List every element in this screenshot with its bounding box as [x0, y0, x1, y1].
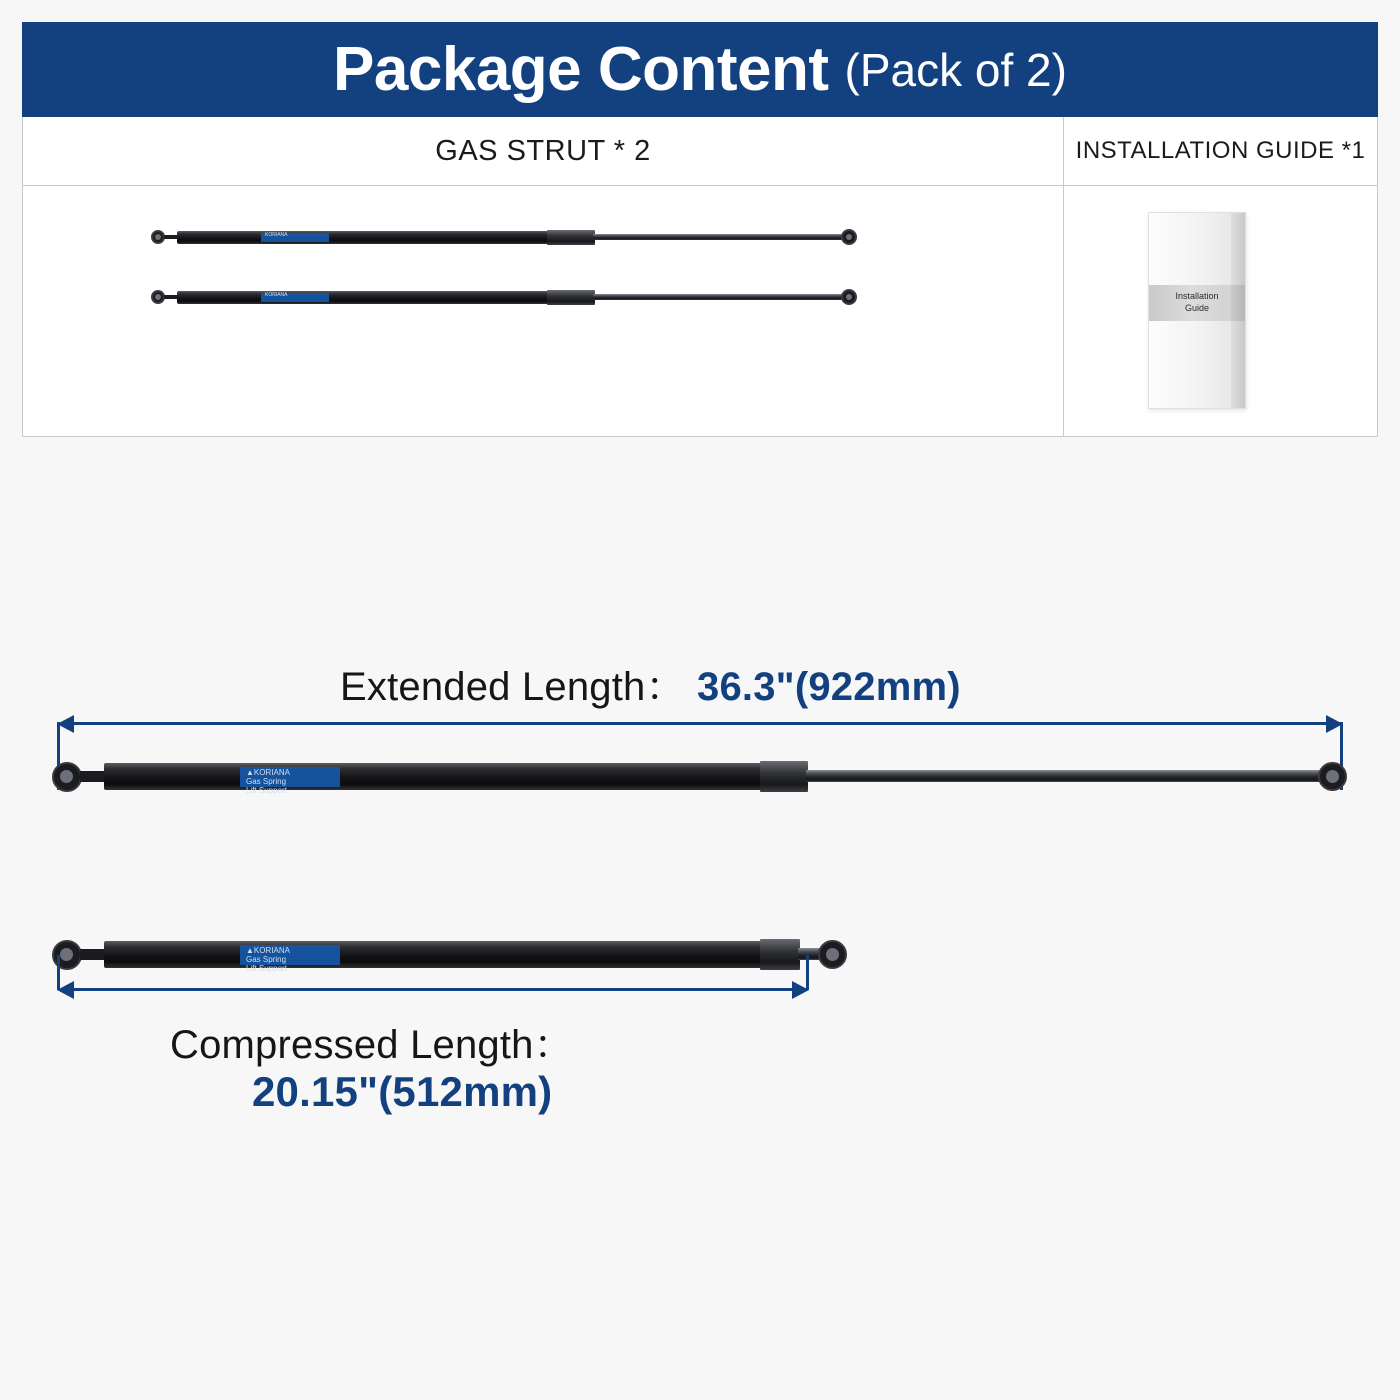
extended-length-label-group [340, 655, 961, 712]
compressed-length-label: Compressed Length： [170, 1023, 574, 1067]
installation-guide-header-label: INSTALLATION GUIDE *1 [1075, 137, 1366, 164]
strut-eyelet-left-stem [164, 235, 178, 239]
strut-eyelet-left-hole [155, 234, 161, 240]
gas-strut-image-1 [151, 226, 861, 248]
gas-strut-images-cell [23, 186, 1064, 436]
strut-eyelet-right-hole [826, 948, 839, 961]
package-table-header-installation-guide [1064, 117, 1377, 185]
strut-end-cap-1 [547, 230, 595, 245]
strut-eyelet-right-hole [846, 294, 852, 300]
package-content-banner [22, 22, 1378, 117]
strut-eyelet-right-hole [846, 234, 852, 240]
package-table-header-gas-strut [23, 117, 1064, 185]
strut-cylinder-extended [104, 763, 764, 790]
installation-guide-band-line2: Guide [1184, 303, 1210, 313]
strut-end-cap-compressed [760, 939, 800, 970]
strut-brand-label-text-extended: ▲KORIANA Gas Spring Lift Support [246, 768, 290, 796]
strut-brand-label-text-1: KORIANA [265, 232, 288, 238]
strut-brand-label-text-compressed: ▲KORIANA Gas Spring Lift Support [246, 946, 290, 974]
gas-strut-image-2 [151, 286, 861, 308]
package-table-header-row [23, 117, 1377, 186]
strut-rod-extended [806, 770, 1326, 782]
compressed-length-value: 20.15"(512mm) [252, 1068, 553, 1115]
strut-eyelet-right-hole [1326, 770, 1339, 783]
compressed-dimension-line [62, 988, 806, 991]
strut-eyelet-left-hole [155, 294, 161, 300]
strut-eyelet-left-hole [60, 770, 73, 783]
installation-guide-cell [1064, 186, 1377, 436]
strut-cylinder-1 [177, 231, 549, 244]
installation-guide-page-edge [1231, 213, 1245, 408]
strut-eyelet-left-hole [60, 948, 73, 961]
strut-cylinder-compressed [104, 941, 764, 968]
compressed-dimension-arrow-right [792, 981, 809, 999]
strut-eyelet-left-stem [164, 295, 178, 299]
banner-subtitle: (Pack of 2) [844, 43, 1067, 96]
installation-guide-band-line1: Installation [1175, 291, 1219, 302]
strut-rod-2 [593, 294, 843, 300]
package-content-table [22, 117, 1378, 437]
extended-dimension-line [62, 722, 1340, 725]
strut-brand-label-text-2: KORIANA [265, 292, 288, 298]
extended-length-value: 36.3"(922mm) [697, 665, 961, 709]
strut-cylinder-2 [177, 291, 549, 304]
installation-guide-booklet [1148, 212, 1246, 409]
installation-guide-band-text [1175, 291, 1218, 314]
gas-strut-extended-image [52, 752, 1347, 800]
banner-title: Package Content [333, 34, 829, 104]
extended-length-label: Extended Length： [340, 665, 686, 709]
compressed-dimension-arrow-left [57, 981, 74, 999]
gas-strut-compressed-image [52, 930, 822, 976]
strut-rod-1 [593, 234, 843, 240]
strut-end-cap-extended [760, 761, 808, 792]
gas-strut-header-label: GAS STRUT * 2 [435, 134, 651, 167]
strut-end-cap-2 [547, 290, 595, 305]
package-table-body-row [23, 186, 1377, 436]
